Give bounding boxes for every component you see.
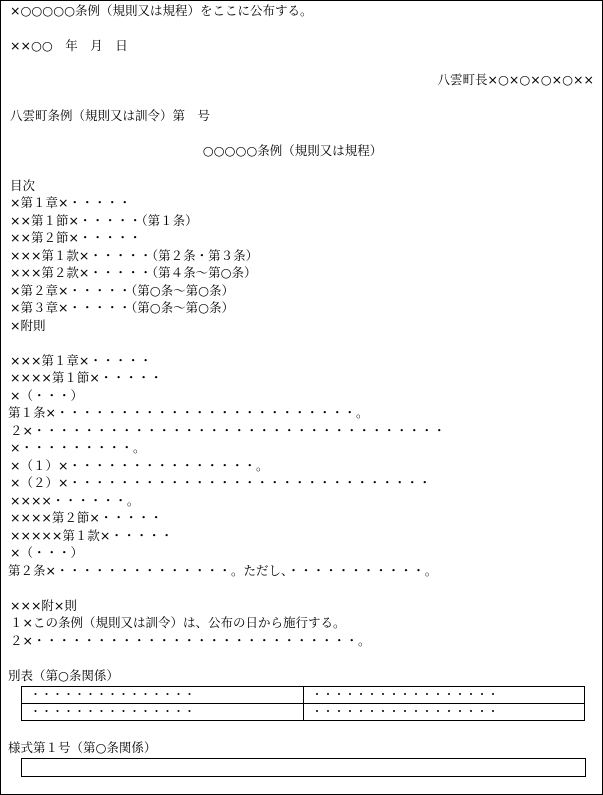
body-line: ××××第２節×・・・・・ <box>10 510 163 525</box>
table-cell: ・・・・・・・・・・・・・・・ <box>22 687 304 704</box>
form-label: 様式第１号（第○条関係） <box>8 740 157 755</box>
supplementary-line: ２×・・・・・・・・・・・・・・・・・・・・・・・・・・。 <box>10 633 371 648</box>
toc-heading: 目次 <box>10 178 36 193</box>
table-cell: ・・・・・・・・・・・・・・・ <box>22 704 304 721</box>
announcement-text: ×○○○○○条例（規則又は規程）をここに公布する。 <box>10 3 313 18</box>
ordinance-title: ○○○○○条例（規則又は規程） <box>202 143 383 158</box>
body-line: ××××第１節×・・・・・ <box>10 370 163 385</box>
toc-item: ×附則 <box>10 318 46 333</box>
toc-item: ××第２節×・・・・・ <box>10 230 142 245</box>
toc-item: ×××第２款×・・・・・（第４条～第○条） <box>10 265 257 280</box>
table-row <box>22 687 585 704</box>
body-line: ２×・・・・・・・・・・・・・・・・・・・・・・・・・・・・・・・・・ <box>10 423 446 438</box>
date-line: ××○○ 年 月 日 <box>10 38 128 53</box>
toc-item: ×第３章×・・・・・（第○条～第○条） <box>10 300 235 315</box>
body-line: ×（・・・） <box>10 545 83 560</box>
body-line: ×（２）×・・・・・・・・・・・・・・・・・・・・・・・・・・・・・ <box>10 475 431 490</box>
appendix-table <box>21 686 585 721</box>
table-row <box>22 704 585 721</box>
appendix-table-label: 別表（第○条関係） <box>8 668 119 683</box>
issuer-line: 八雲町長×○×○×○×○×× <box>437 72 594 87</box>
toc-item: ×××第１款×・・・・・（第２条・第３条） <box>10 248 259 263</box>
ordinance-number: 八雲町条例（規則又は訓令）第 号 <box>10 108 211 123</box>
article-2: 第２条×・・・・・・・・・・・・・・。ただし、・・・・・・・・・・・。 <box>8 563 438 578</box>
body-line: ×××第１章×・・・・・ <box>10 353 152 368</box>
toc-item: ×第１章×・・・・・ <box>10 195 131 210</box>
form-box <box>21 758 586 777</box>
supplementary-line: １×この条例（規則又は訓令）は、公布の日から施行する。 <box>10 615 346 630</box>
body-line: ×・・・・・・・・・。 <box>10 440 146 455</box>
body-line: ×（・・・） <box>10 388 83 403</box>
table-cell: ・・・・・・・・・・・・・・・・・ <box>303 704 585 721</box>
article-1: 第１条×・・・・・・・・・・・・・・・・・・・・・・・・。 <box>8 405 369 420</box>
toc-item: ×第２章×・・・・・（第○条～第○条） <box>10 283 235 298</box>
table-cell: ・・・・・・・・・・・・・・・・・ <box>303 687 585 704</box>
body-line: ××××・・・・・・。 <box>10 493 140 508</box>
body-line: ×××××第１款×・・・・・ <box>10 528 173 543</box>
toc-item: ××第１節×・・・・・（第１条） <box>10 213 198 228</box>
body-line: ×（１）×・・・・・・・・・・・・・・・。 <box>10 458 269 473</box>
supplementary-heading: ×××附×則 <box>10 598 77 613</box>
